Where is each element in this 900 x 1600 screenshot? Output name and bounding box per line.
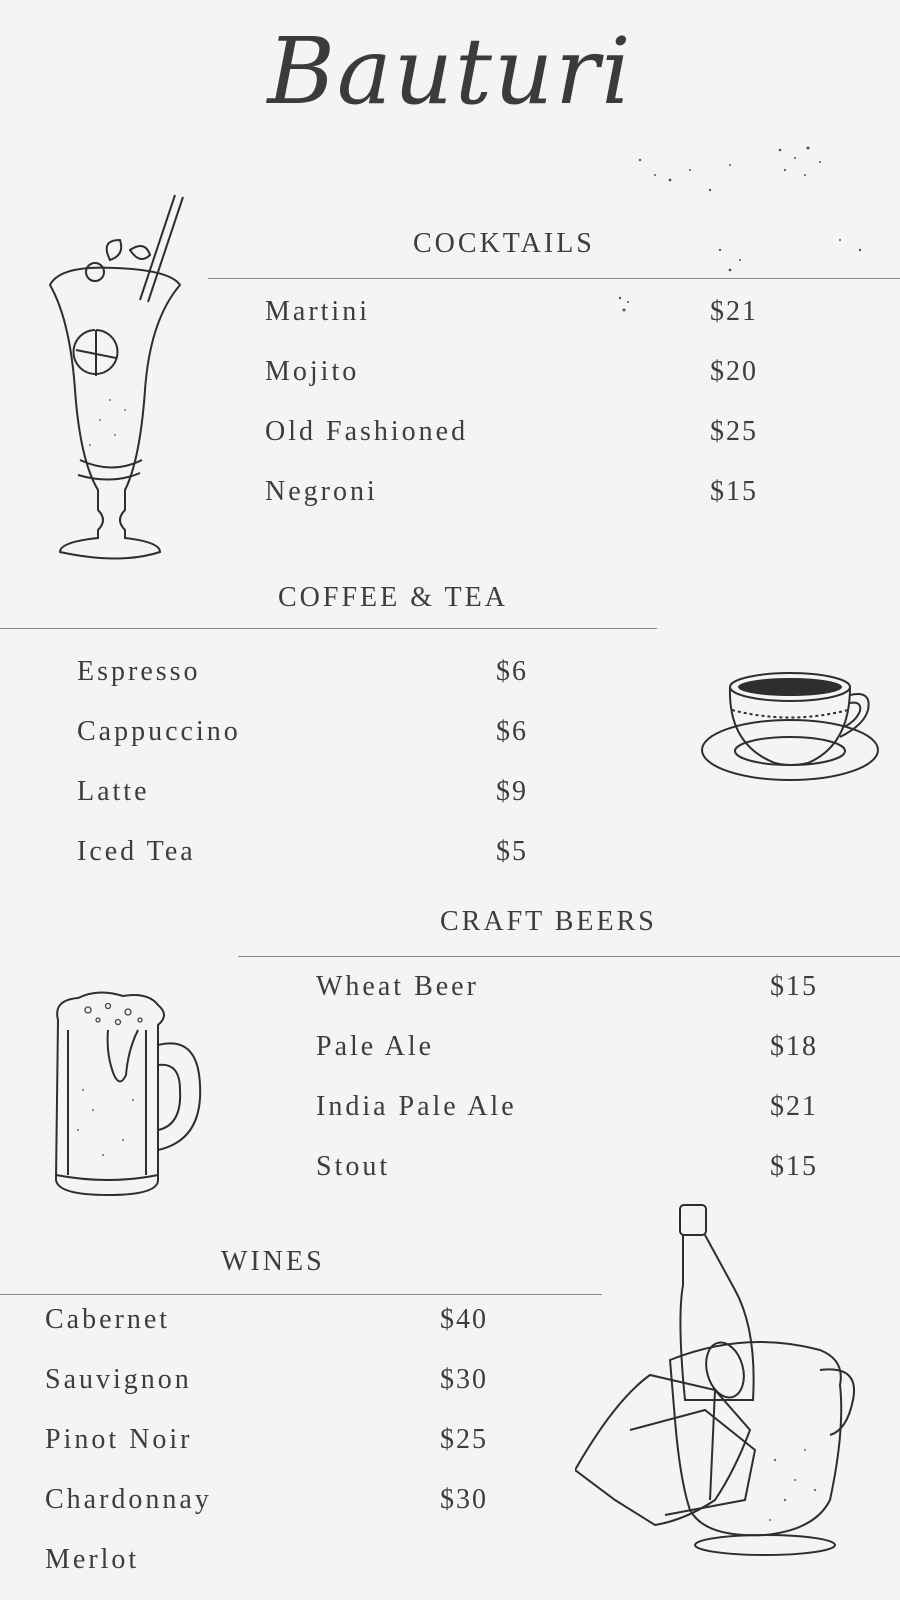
menu-item-name: Cappuccino xyxy=(77,716,241,747)
menu-item-name: Mojito xyxy=(265,356,360,387)
menu-item-name: Merlot xyxy=(45,1544,140,1575)
menu-item-price: $21 xyxy=(770,1091,818,1122)
section-title-craft-beers: CRAFT BEERS xyxy=(440,906,657,937)
menu-item-price: $25 xyxy=(440,1424,488,1455)
section-rule xyxy=(238,956,900,957)
menu-item-name: Pinot Noir xyxy=(45,1424,193,1455)
section-rule xyxy=(0,628,657,629)
menu-item-price: $15 xyxy=(710,476,758,507)
menu-item-price: $15 xyxy=(770,971,818,1002)
menu-item-name: Negroni xyxy=(265,476,378,507)
menu-item-price: $6 xyxy=(496,716,528,747)
menu-item-name: Old Fashioned xyxy=(265,416,469,447)
section-title-wines: WINES xyxy=(221,1246,325,1277)
hurricane-glass-icon xyxy=(40,190,190,570)
menu-item-price: $20 xyxy=(710,356,758,387)
menu-item-name: India Pale Ale xyxy=(316,1091,517,1122)
menu-item-price: $15 xyxy=(770,1151,818,1182)
menu-item-name: Iced Tea xyxy=(77,836,196,867)
menu-item-name: Espresso xyxy=(77,656,201,687)
ink-speckles xyxy=(580,120,900,320)
menu-item-name: Cabernet xyxy=(45,1304,171,1335)
menu-title: Bauturi xyxy=(267,18,633,125)
section-title-cocktails: COCKTAILS xyxy=(413,228,595,259)
menu-item-name: Latte xyxy=(77,776,150,807)
beer-mug-icon xyxy=(48,990,213,1205)
menu-item-price: $30 xyxy=(440,1364,488,1395)
menu-item-price: $40 xyxy=(440,1304,488,1335)
menu-item-price: $18 xyxy=(770,1031,818,1062)
menu-item-name: Wheat Beer xyxy=(316,971,479,1002)
menu-item-price: $9 xyxy=(496,776,528,807)
teacup-icon xyxy=(700,665,885,800)
menu-item-name: Martini xyxy=(265,296,370,327)
menu-item-name: Pale Ale xyxy=(316,1031,435,1062)
section-rule xyxy=(0,1294,602,1295)
menu-item-price: $25 xyxy=(710,416,758,447)
menu-item-name: Stout xyxy=(316,1151,391,1182)
section-title-coffee-tea: COFFEE & TEA xyxy=(278,582,508,613)
menu-item-price: $30 xyxy=(440,1484,488,1515)
menu-item-name: Chardonnay xyxy=(45,1484,212,1515)
section-rule xyxy=(208,278,900,279)
champagne-bucket-icon xyxy=(575,1200,875,1560)
menu-item-price: $21 xyxy=(710,296,758,327)
menu-item-price: $6 xyxy=(496,656,528,687)
menu-item-price: $5 xyxy=(496,836,528,867)
menu-item-name: Sauvignon xyxy=(45,1364,192,1395)
